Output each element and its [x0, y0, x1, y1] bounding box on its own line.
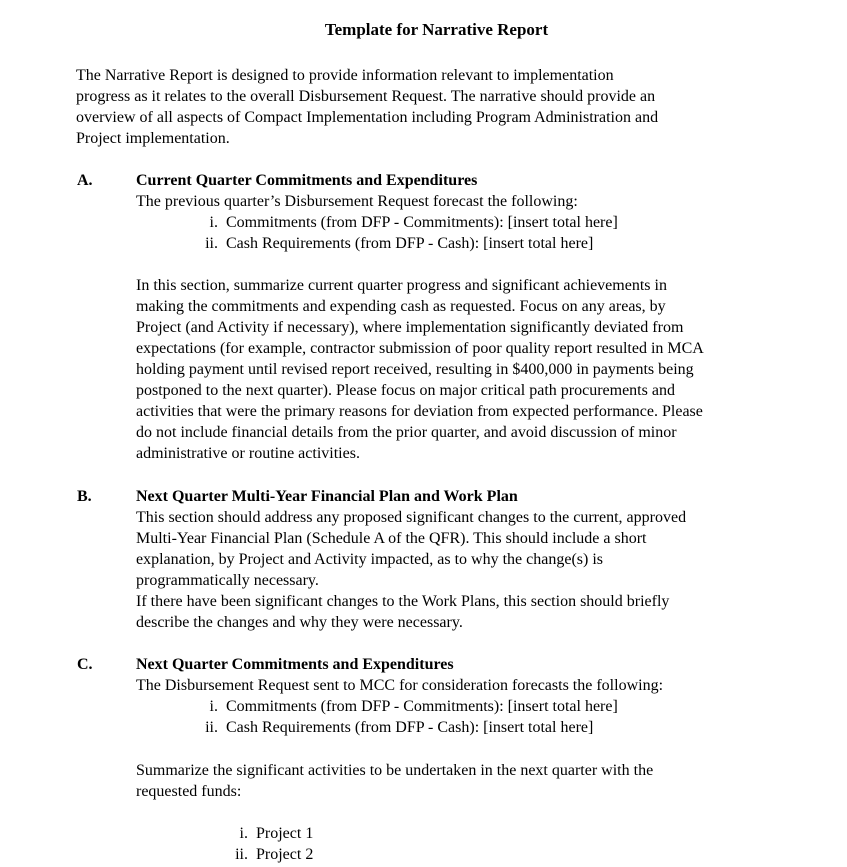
document-title: Template for Narrative Report: [324, 20, 549, 39]
body-line: do not include financial details from the prior quarter, and avoid discussion of minor: [136, 424, 677, 441]
list-numeral: i.: [209, 214, 218, 231]
intro-line: progress as it relates to the overall Disbursement Request. The narrative should provide an: [76, 88, 656, 105]
body-line: Project (and Activity if necessary), where implementation significantly deviated from: [136, 319, 684, 336]
body-line: requested funds:: [136, 783, 242, 800]
body-line: describe the changes and why they were necessary.: [136, 614, 463, 631]
body-line: Multi-Year Financial Plan (Schedule A of the QFR). This should include a short: [136, 530, 647, 547]
list-item-text: Commitments (from DFP - Commitments): [insert total here]: [226, 698, 618, 715]
section-c-letter: C.: [77, 656, 93, 673]
section-c-list-item: [209, 696, 618, 717]
section-a-body: [136, 275, 704, 464]
section-c-body: [136, 760, 653, 802]
body-line: postponed to the next quarter). Please focus on major critical path procurements and: [136, 382, 675, 399]
body-line: Summarize the significant activities to be undertaken in the next quarter with the: [136, 762, 654, 779]
body-line: If there have been significant changes to the Work Plans, this section should briefly: [136, 593, 670, 610]
body-line: administrative or routine activities.: [136, 445, 360, 462]
list-numeral: i.: [209, 698, 218, 715]
list-item-text: Cash Requirements (from DFP - Cash): [insert total here]: [226, 235, 594, 252]
section-c-heading: Next Quarter Commitments and Expenditures: [136, 656, 454, 673]
body-line: This section should address any proposed significant changes to the current, approved: [136, 509, 687, 526]
body-line: activities that were the primary reasons for deviation from expected performance. Please: [136, 403, 703, 420]
list-numeral: ii.: [205, 719, 218, 736]
project-name: Project 2: [256, 846, 314, 863]
section-a-list-item: [205, 233, 594, 254]
section-b-heading: Next Quarter Multi-Year Financial Plan and Work Plan: [136, 488, 518, 505]
section-a-list-item: [209, 212, 618, 233]
project-list-item: [239, 823, 314, 844]
body-line: expectations (for example, contractor submission of poor quality report resulted in MCA: [136, 340, 704, 357]
body-line: In this section, summarize current quarter progress and significant achievements in: [136, 277, 667, 294]
body-line: programmatically necessary.: [136, 572, 319, 589]
section-a-heading: Current Quarter Commitments and Expenditures: [136, 172, 478, 189]
section-b-body: [136, 507, 686, 633]
intro-paragraph: [76, 65, 658, 149]
list-numeral: i.: [239, 825, 248, 842]
section-a-letter: A.: [77, 172, 93, 189]
body-line: holding payment until revised report received, resulting in $400,000 in payments being: [136, 361, 694, 378]
intro-line: overview of all aspects of Compact Implementation including Program Administration and: [76, 109, 659, 126]
project-list-item: [235, 844, 314, 865]
section-c-lead: The Disbursement Request sent to MCC for consideration forecasts the following:: [136, 677, 664, 694]
body-line: making the commitments and expending cash as requested. Focus on any areas, by: [136, 298, 666, 315]
project-name: Project 1: [256, 825, 314, 842]
section-a-lead: The previous quarter’s Disbursement Request forecast the following:: [136, 193, 578, 210]
intro-line: The Narrative Report is designed to provide information relevant to implementation: [76, 67, 614, 84]
intro-line: Project implementation.: [76, 130, 230, 147]
section-c-list-item: [205, 717, 594, 738]
body-line: explanation, by Project and Activity impacted, as to why the change(s) is: [136, 551, 603, 568]
list-item-text: Cash Requirements (from DFP - Cash): [insert total here]: [226, 719, 594, 736]
list-numeral: ii.: [205, 235, 218, 252]
section-b-letter: B.: [77, 488, 92, 505]
list-numeral: ii.: [235, 846, 248, 863]
list-item-text: Commitments (from DFP - Commitments): [insert total here]: [226, 214, 618, 231]
